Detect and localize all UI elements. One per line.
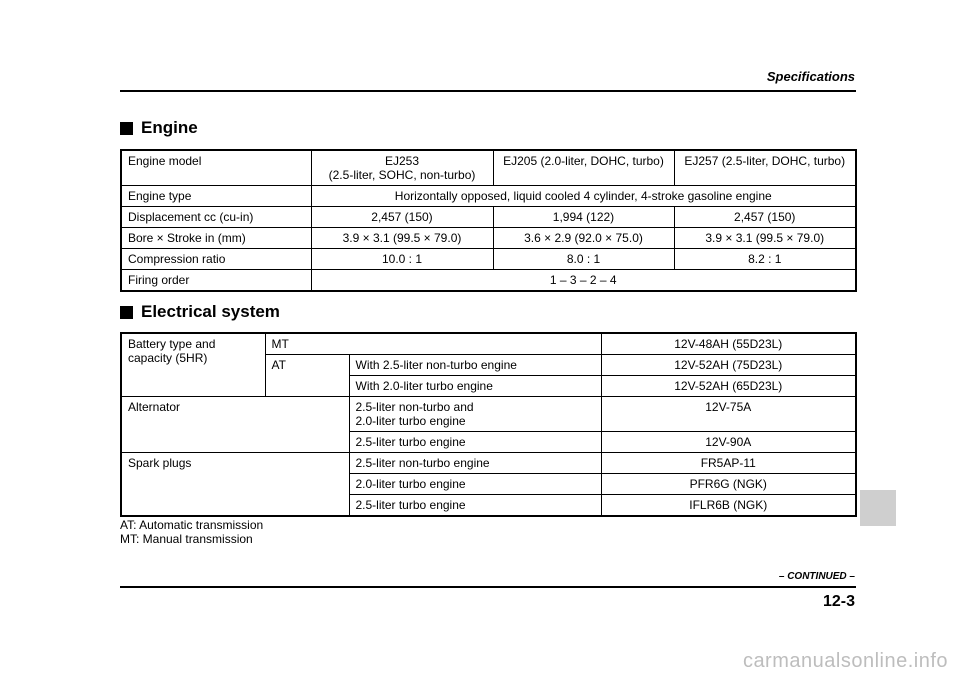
alternator-desc-line1: 2.5-liter non-turbo and bbox=[355, 400, 474, 414]
spark-plug-value: IFLR6B (NGK) bbox=[601, 495, 856, 517]
battery-label bbox=[121, 333, 265, 397]
watermark: carmanualsonline.info bbox=[742, 650, 948, 672]
spark-plug-desc: 2.0-liter turbo engine bbox=[349, 474, 601, 495]
page-number: 12-3 bbox=[822, 593, 855, 610]
engine-model-label: Engine model bbox=[121, 150, 311, 186]
bore-stroke-label: Bore × Stroke in (mm) bbox=[121, 228, 311, 249]
engine-model-ej257: EJ257 (2.5-liter, DOHC, turbo) bbox=[674, 150, 856, 186]
battery-at-desc: With 2.5-liter non-turbo engine bbox=[349, 355, 601, 376]
table-row bbox=[121, 207, 856, 228]
displacement-v2: 1,994 (122) bbox=[493, 207, 674, 228]
battery-label-line2: capacity (5HR) bbox=[128, 351, 208, 365]
table-row bbox=[121, 453, 856, 474]
table-row bbox=[121, 249, 856, 270]
battery-label-line1: Battery type and bbox=[128, 337, 216, 351]
alternator-desc-line2: 2.0-liter turbo engine bbox=[355, 414, 466, 428]
engine-model-ej205: EJ205 (2.0-liter, DOHC, turbo) bbox=[493, 150, 674, 186]
alternator-desc bbox=[349, 397, 601, 432]
displacement-v3: 2,457 (150) bbox=[674, 207, 856, 228]
displacement-label: Displacement cc (cu-in) bbox=[121, 207, 311, 228]
engine-type-value: Horizontally opposed, liquid cooled 4 cylinder, 4-stroke gasoline engine bbox=[311, 186, 856, 207]
spark-plug-desc: 2.5-liter turbo engine bbox=[349, 495, 601, 517]
note-at: AT: Automatic transmission bbox=[120, 518, 264, 532]
battery-at-value: 12V-52AH (65D23L) bbox=[601, 376, 856, 397]
displacement-v1: 2,457 (150) bbox=[311, 207, 493, 228]
battery-at-value: 12V-52AH (75D23L) bbox=[601, 355, 856, 376]
header-rule bbox=[120, 90, 856, 92]
compression-v2: 8.0 : 1 bbox=[493, 249, 674, 270]
battery-mt-value: 12V-48AH (55D23L) bbox=[601, 333, 856, 355]
abbreviation-notes bbox=[120, 518, 263, 546]
chapter-thumb-tab bbox=[860, 490, 896, 526]
engine-type-label: Engine type bbox=[121, 186, 311, 207]
electrical-heading-text: Electrical system bbox=[141, 302, 280, 321]
alternator-label: Alternator bbox=[121, 397, 349, 453]
running-header-title: Specifications bbox=[766, 69, 855, 84]
footer-rule bbox=[120, 586, 856, 588]
electrical-spec-table bbox=[120, 332, 857, 517]
table-row bbox=[121, 333, 856, 355]
table-row bbox=[121, 397, 856, 432]
alternator-value: 12V-75A bbox=[601, 397, 856, 432]
compression-v3: 8.2 : 1 bbox=[674, 249, 856, 270]
table-row bbox=[121, 228, 856, 249]
engine-model-ej253-line2: (2.5-liter, SOHC, non-turbo) bbox=[328, 168, 476, 182]
firing-order-label: Firing order bbox=[121, 270, 311, 292]
table-row bbox=[121, 186, 856, 207]
spark-plug-value: PFR6G (NGK) bbox=[601, 474, 856, 495]
compression-label: Compression ratio bbox=[121, 249, 311, 270]
note-mt: MT: Manual transmission bbox=[120, 532, 253, 546]
bullet-square-icon bbox=[120, 306, 133, 319]
spark-plugs-label: Spark plugs bbox=[121, 453, 349, 517]
spark-plug-desc: 2.5-liter non-turbo engine bbox=[349, 453, 601, 474]
firing-order-value: 1 – 3 – 2 – 4 bbox=[311, 270, 856, 292]
engine-model-ej253-line1: EJ253 bbox=[384, 154, 420, 168]
battery-at-label: AT bbox=[265, 355, 349, 397]
spark-plug-value: FR5AP-11 bbox=[601, 453, 856, 474]
engine-heading bbox=[120, 118, 198, 138]
continued-marker: – CONTINUED – bbox=[778, 571, 855, 582]
electrical-heading bbox=[120, 302, 280, 322]
bore-stroke-v3: 3.9 × 3.1 (99.5 × 79.0) bbox=[674, 228, 856, 249]
engine-heading-text: Engine bbox=[141, 118, 198, 137]
battery-at-desc: With 2.0-liter turbo engine bbox=[349, 376, 601, 397]
compression-v1: 10.0 : 1 bbox=[311, 249, 493, 270]
bore-stroke-v2: 3.6 × 2.9 (92.0 × 75.0) bbox=[493, 228, 674, 249]
engine-spec-table bbox=[120, 149, 857, 292]
alternator-desc: 2.5-liter turbo engine bbox=[349, 432, 601, 453]
table-row bbox=[121, 270, 856, 292]
bore-stroke-v1: 3.9 × 3.1 (99.5 × 79.0) bbox=[311, 228, 493, 249]
table-row bbox=[121, 150, 856, 186]
bullet-square-icon bbox=[120, 122, 133, 135]
engine-model-ej253 bbox=[311, 150, 493, 186]
battery-mt-label: MT bbox=[265, 333, 601, 355]
alternator-value: 12V-90A bbox=[601, 432, 856, 453]
